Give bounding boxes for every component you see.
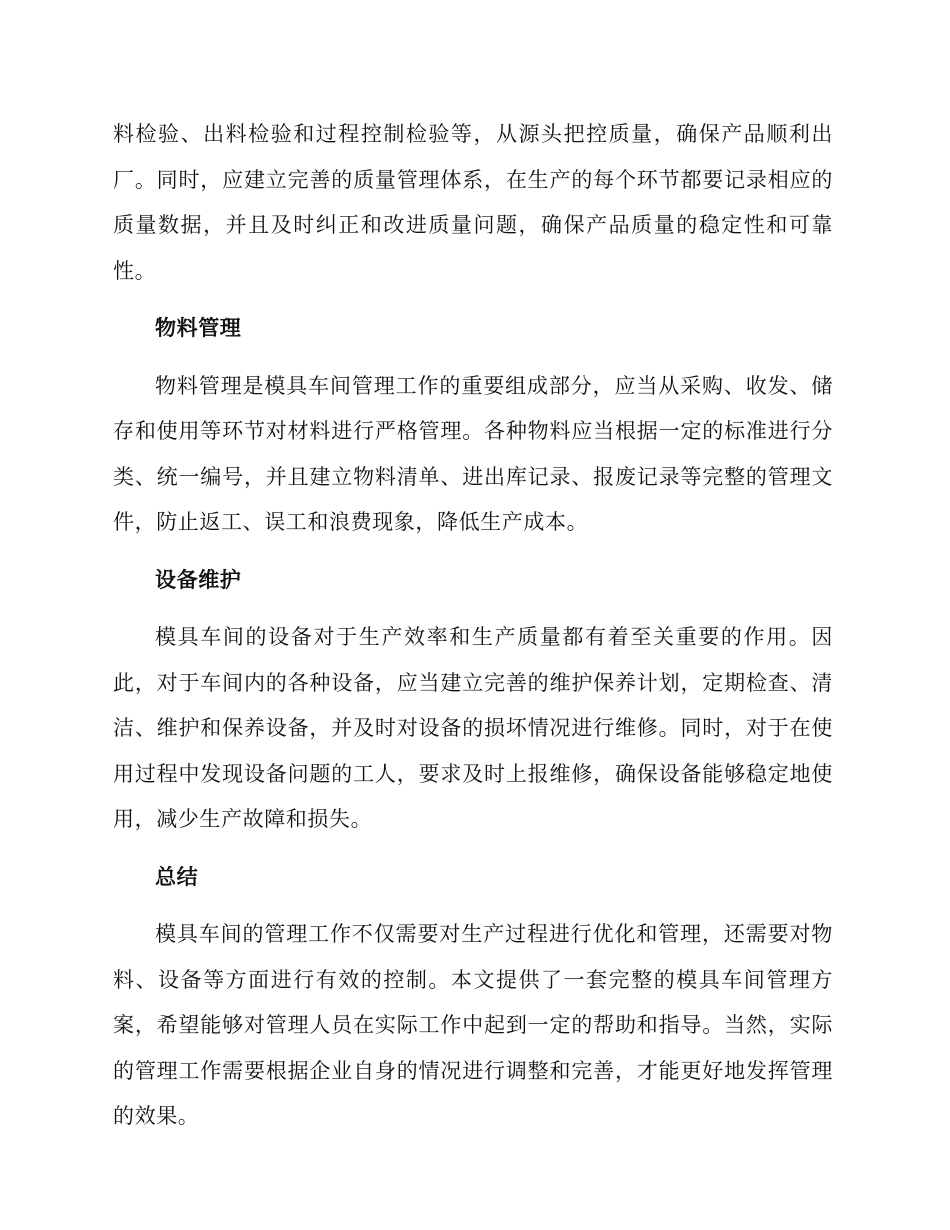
section-body-equipment: 模具车间的设备对于生产效率和生产质量都有着至关重要的作用。因此，对于车间内的各种设备，应当建立完善的维护保养计划，定期检查、清洁、维护和保养设备，并及时对设备的损坏情况进行维修。同时，对于在使用过程中发现设备问题的工人，要求及时上报维修，确保设备能够稳定地使用，减少生产故障和损失。 — [113, 625, 833, 831]
section-heading-materials: 物料管理 — [155, 316, 242, 340]
document-body — [113, 112, 833, 1140]
intro-paragraph: 料检验、出料检验和过程控制检验等，从源头把控质量，确保产品顺利出厂。同时，应建立完善的质量管理体系，在生产的每个环节都要记录相应的质量数据，并且及时纠正和改进质量问题，确保产品质量的稳定性和可靠性。 — [113, 122, 833, 283]
section-body-summary: 模具车间的管理工作不仅需要对生产过程进行优化和管理，还需要对物料、设备等方面进行有效的控制。本文提供了一套完整的模具车间管理方案，希望能够对管理人员在实际工作中起到一定的帮助和指导。当然，实际的管理工作需要根据企业自身的情况进行调整和完善，才能更好地发挥管理的效果。 — [113, 922, 833, 1128]
section-body-materials: 物料管理是模具车间管理工作的重要组成部分，应当从采购、收发、储存和使用等环节对材料进行严格管理。各种物料应当根据一定的标准进行分类、统一编号，并且建立物料清单、进出库记录、报废记录等完整的管理文件，防止返工、误工和浪费现象，降低生产成本。 — [113, 373, 833, 534]
section-heading-summary: 总结 — [155, 864, 199, 889]
section-heading-equipment: 设备维护 — [155, 567, 242, 592]
